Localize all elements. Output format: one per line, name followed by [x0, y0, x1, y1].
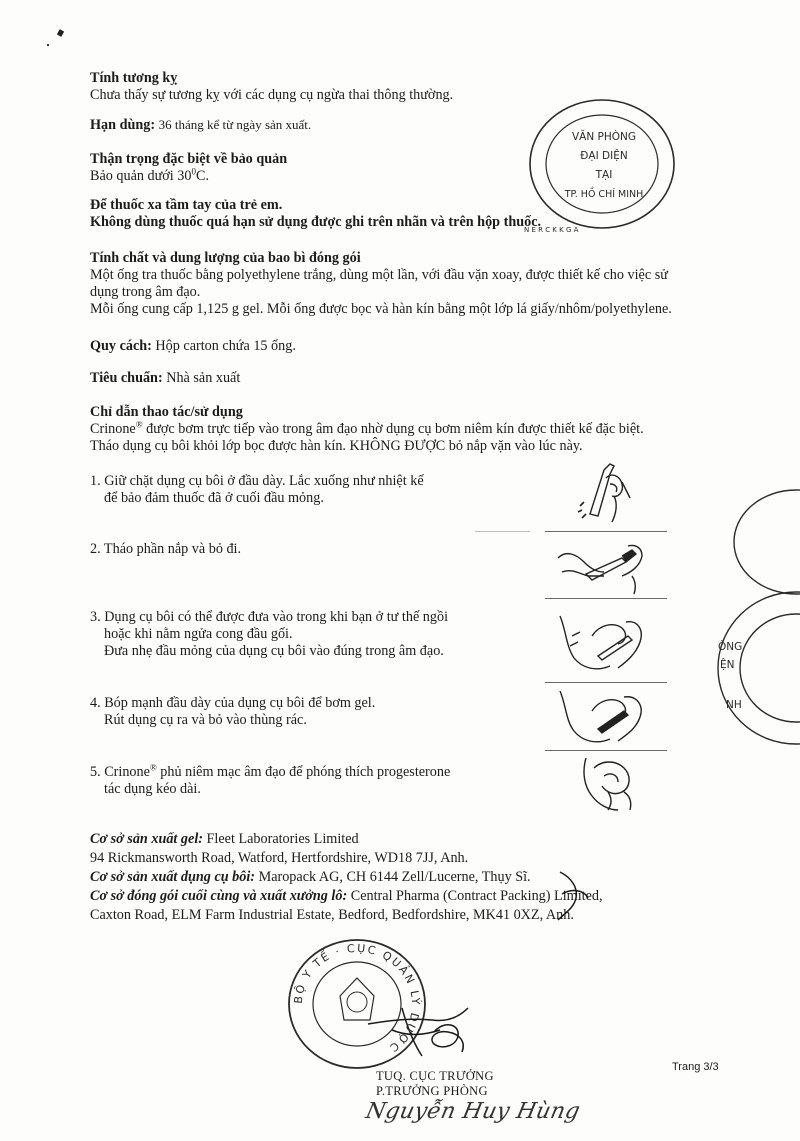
- representative-office-stamp: [522, 92, 682, 237]
- signer-name: Nguyễn Huy Hùng: [363, 1099, 583, 1124]
- warning-expiry: Không dùng thuốc quá hạn sử dụng được ghi trên nhãn và trên hộp thuốc.: [90, 214, 542, 230]
- packaging-heading: Tính chất và dung lượng của bao bì đóng gói: [90, 250, 361, 266]
- handwritten-signature-mark: [362, 990, 492, 1070]
- pack-size-text: Hộp carton chứa 15 ống.: [155, 338, 296, 354]
- gel-manufacturer-address: 94 Rickmansworth Road, Watford, Hertfordshire, WD18 7JJ, Anh.: [90, 850, 469, 866]
- signature-title-1: TUQ. CỤC TRƯỞNG: [376, 1069, 494, 1083]
- shelf-life-text: 36 tháng kể từ ngày sản xuất.: [158, 117, 312, 132]
- standard-label: Tiêu chuẩn:: [90, 370, 163, 386]
- partial-stamp-text-3: NH: [726, 699, 742, 711]
- insertion-illustration: [552, 606, 652, 676]
- stamp-office-ring-text: N E R C K K G A: [524, 226, 579, 234]
- illustration-divider: [475, 531, 530, 532]
- storage-heading: Thận trọng đặc biệt về bảo quản: [90, 151, 288, 167]
- illustration-divider: [545, 598, 667, 599]
- stamp-office-line-4: TP. HỒ CHÍ MINH: [564, 189, 644, 200]
- illustration-divider: [545, 750, 667, 751]
- instructions-heading: Chỉ dẫn thao tác/sử dụng: [90, 404, 243, 420]
- right-edge-partial-stamp: [696, 482, 800, 752]
- cap-removal-illustration: [552, 536, 652, 596]
- packaging-section: [90, 250, 710, 318]
- signature-overlap-mark: [548, 868, 608, 928]
- stamp-office-line-2: ĐẠI DIỆN: [580, 150, 628, 162]
- warning-children: Để thuốc xa tầm tay của trẻ em.: [90, 197, 283, 213]
- scan-speck: [57, 29, 64, 37]
- partial-stamp-text-2: ỆN: [720, 659, 735, 671]
- standard-section: [90, 370, 710, 387]
- standard-text: Nhà sản xuất: [166, 370, 241, 386]
- shelf-life-label: Hạn dùng:: [90, 117, 156, 133]
- applicator-shake-illustration: [560, 452, 640, 528]
- step-5: 5. Crinone® phủ niêm mạc âm đạo để phóng thích progesterone tác dụng kéo dài.: [90, 762, 451, 797]
- signature-title-2: P.TRƯỞNG PHÒNG: [376, 1084, 488, 1098]
- anatomy-cross-section-illustration: [578, 752, 638, 814]
- packaging-line-1: Một ống tra thuốc bằng polyethylene trắng, dùng một lần, với đầu vặn xoay, được thiết kế cho việc sử: [90, 267, 668, 283]
- illustration-divider: [545, 531, 667, 532]
- signature-block: [363, 1069, 596, 1125]
- manufacturer-section: [90, 830, 730, 925]
- step-1: 1. Giữ chặt dụng cụ bôi ở đầu dày. Lắc xuống như nhiệt kế để bảo đảm thuốc đã ở cuối đầu mỏng.: [90, 473, 424, 506]
- squeeze-illustration: [552, 685, 652, 749]
- compatibility-text: Chưa thấy sự tương kỵ với các dụng cụ ngừa thai thông thường.: [90, 87, 454, 103]
- packaging-line-3: Mỗi ống cung cấp 1,125 g gel. Mỗi ống được bọc và hàn kín bằng một lớp lá giấy/nhôm/polyethylene.: [90, 301, 672, 317]
- storage-text: Bảo quản dưới $30^0C$.: [90, 166, 210, 184]
- applicator-manufacturer-label: Cơ sở sản xuất dụng cụ bôi:: [90, 869, 256, 885]
- packaging-release-label: Cơ sở đóng gói cuối cùng và xuất xưởng lô:: [90, 888, 348, 904]
- packaging-line-2: dụng trong âm đạo.: [90, 284, 201, 300]
- step-4: 4. Bóp mạnh đầu dày của dụng cụ bôi để bơm gel. Rút dụng cụ ra và bỏ vào thùng rác.: [90, 695, 376, 728]
- pack-size-label: Quy cách:: [90, 338, 152, 354]
- packaging-release-name: Central Pharma (Contract Packing) Limited,: [347, 888, 603, 904]
- instructions-line-2: Tháo dụng cụ bôi khỏi lớp bọc được hàn kín. KHÔNG ĐƯỢC bỏ nắp vặn vào lúc này.: [90, 438, 583, 454]
- compatibility-heading: Tính tương kỵ: [90, 70, 178, 86]
- stamp-office-line-1: VĂN PHÒNG: [571, 131, 637, 143]
- page-number: Trang 3/3: [672, 1061, 719, 1073]
- instructions-line-1: Crinone® được bơm trực tiếp vào trong âm đạo nhờ dụng cụ bơm niêm kín được thiết kế đặc biệt.: [90, 419, 644, 437]
- illustration-divider: [545, 682, 667, 683]
- gel-manufacturer-label: Cơ sở sản xuất gel:: [90, 831, 203, 847]
- step-3: 3. Dụng cụ bôi có thể được đưa vào trong khi bạn ở tư thế ngồi hoặc khi nằm ngửa cong đầu gối. Đưa nhẹ đầu mỏng của dụng cụ bôi vào đúng trong âm đạo.: [90, 609, 449, 659]
- instructions-section: [90, 404, 710, 455]
- pack-size-section: [90, 338, 710, 355]
- step-2: 2. Tháo phần nắp và bỏ đi.: [90, 541, 242, 557]
- stamp-office-line-3: TẠI: [595, 169, 613, 181]
- partial-stamp-text-1: ÒNG: [718, 641, 743, 653]
- bureau-stamp-ring-text: BỘ Y TẾ · CỤC QUẢN LÝ DƯỢC: [291, 941, 423, 1056]
- scan-speck: [47, 44, 49, 46]
- applicator-manufacturer-name: Maropack AG, CH 6144 Zell/Lucerne, Thụy Sĩ.: [255, 869, 531, 885]
- packaging-release-address: Caxton Road, ELM Farm Industrial Estate, Bedford, Bedfordshire, MK41 0XZ, Anh.: [90, 907, 574, 923]
- gel-manufacturer-name: Fleet Laboratories Limited: [202, 831, 359, 847]
